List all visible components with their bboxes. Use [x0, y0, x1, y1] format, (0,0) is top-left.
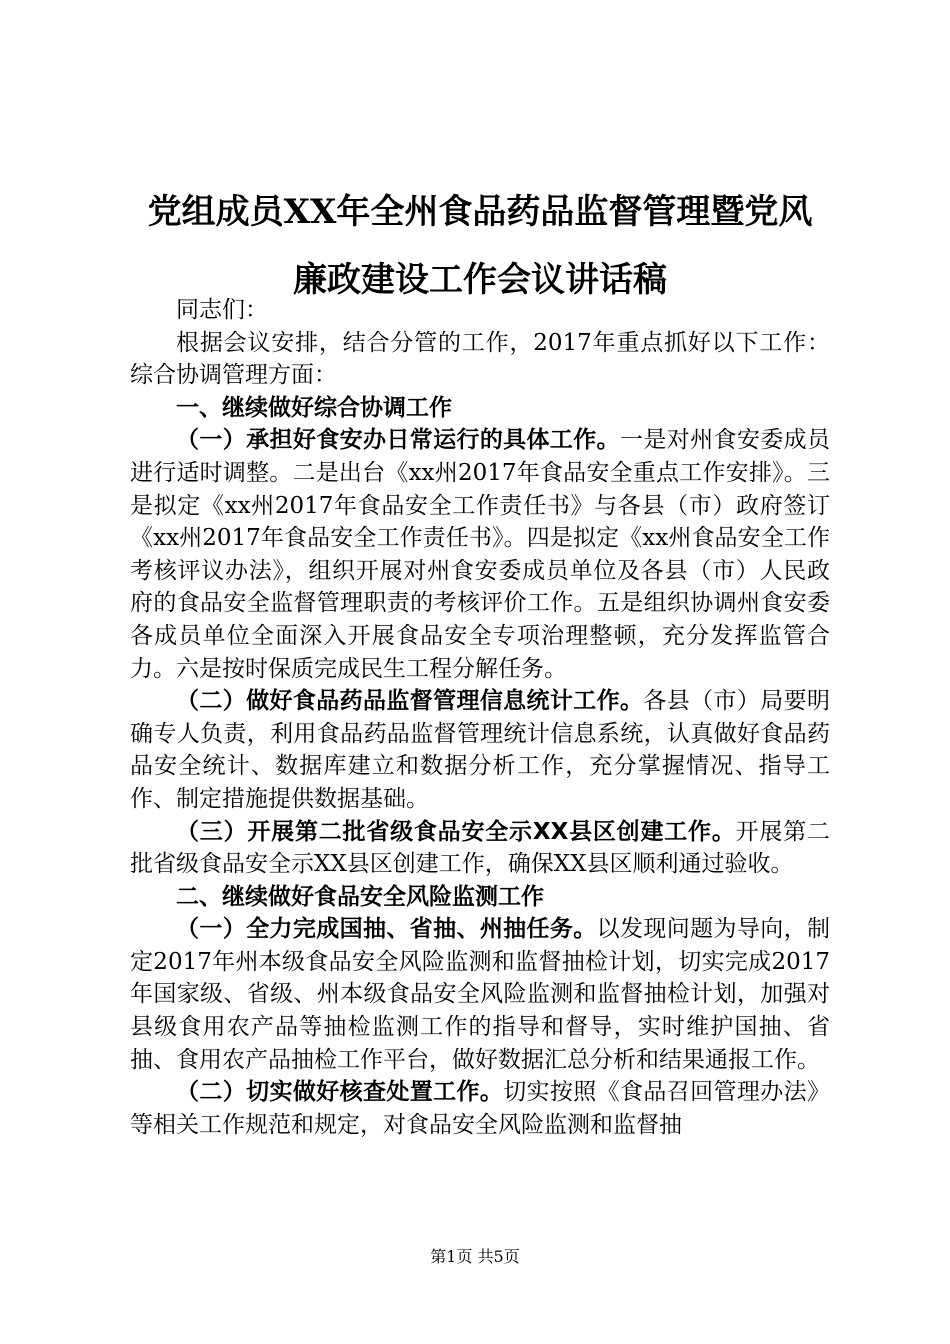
section-1-item-3 — [130, 816, 830, 881]
item-text: 切实按照《食品召回管理办法》等相关工作规范和规定，对食品安全风险监测和监督抽 — [130, 1079, 831, 1138]
section-1-item-2 — [130, 685, 830, 815]
section-2-item-2 — [130, 1076, 830, 1141]
item-lead: （三）开展第二批省级食品安全示XX县区创建工作。 — [176, 818, 736, 845]
item-text: 开展第二批省级食品安全示XX县区创建工作，确保XX县区顺利通过验收。 — [130, 818, 831, 878]
salutation: 同志们： — [176, 297, 268, 323]
section-2-item-1 — [130, 913, 830, 1076]
item-lead: （二）切实做好核查处置工作。 — [176, 1079, 504, 1106]
item-text: 一是对州食安委成员进行适时调整。二是出台《xx州2017年食品安全重点工作安排》。三是拟定《xx州2017年食品安全工作责任书》与各县（市）政府签订《xx州2017年食品安全工作责任书》。四是拟定《xx州食品安全工作考核评议办法》，组织开展对州食安委成员单位及各县（市）人民政府的食品安全监督管理职责的考核评价工作。五是组织协调州食安委各成员单位全面深入开展食品安全专项治理整顿，充分发挥监管合力。六是按时保质完成民生工程分解任务。 — [130, 427, 831, 682]
document-body — [130, 294, 830, 1141]
item-lead: （一）承担好食安办日常运行的具体工作。 — [176, 427, 621, 454]
title-line-1: 党组成员XX年全州食品药品监督管理暨党风 — [147, 192, 813, 232]
section-1-heading: 一、继续做好综合协调工作 — [176, 394, 452, 421]
page-footer: 第1页 共5页 — [430, 1247, 520, 1266]
item-lead: （一）全力完成国抽、省抽、州抽任务。 — [176, 916, 597, 943]
title-line-2: 廉政建设工作会议讲话稿 — [293, 260, 667, 300]
item-lead: （二）做好食品药品监督管理信息统计工作。 — [176, 688, 644, 715]
intro-paragraph: 根据会议安排，结合分管的工作，2017年重点抓好以下工作：综合协调管理方面： — [130, 329, 830, 389]
item-text: 以发现问题为导向，制定2017年州本级食品安全风险监测和监督抽检计划，切实完成2017年国家级、省级、州本级食品安全风险监测和监督抽检计划，加强对县级食用农产品等抽检监测工作的指导和督导，实时维护国抽、省抽、食用农产品抽检工作平台，做好数据汇总分析和结果通报工作。 — [130, 916, 831, 1073]
section-1-item-1 — [130, 424, 830, 685]
section-2-heading: 二、继续做好食品安全风险监测工作 — [176, 883, 544, 910]
item-text: 各县（市）局要明确专人负责，利用食品药品监督管理统计信息系统，认真做好食品药品安全统计、数据库建立和数据分析工作，充分掌握情况、指导工作、制定措施提供数据基础。 — [130, 688, 831, 812]
